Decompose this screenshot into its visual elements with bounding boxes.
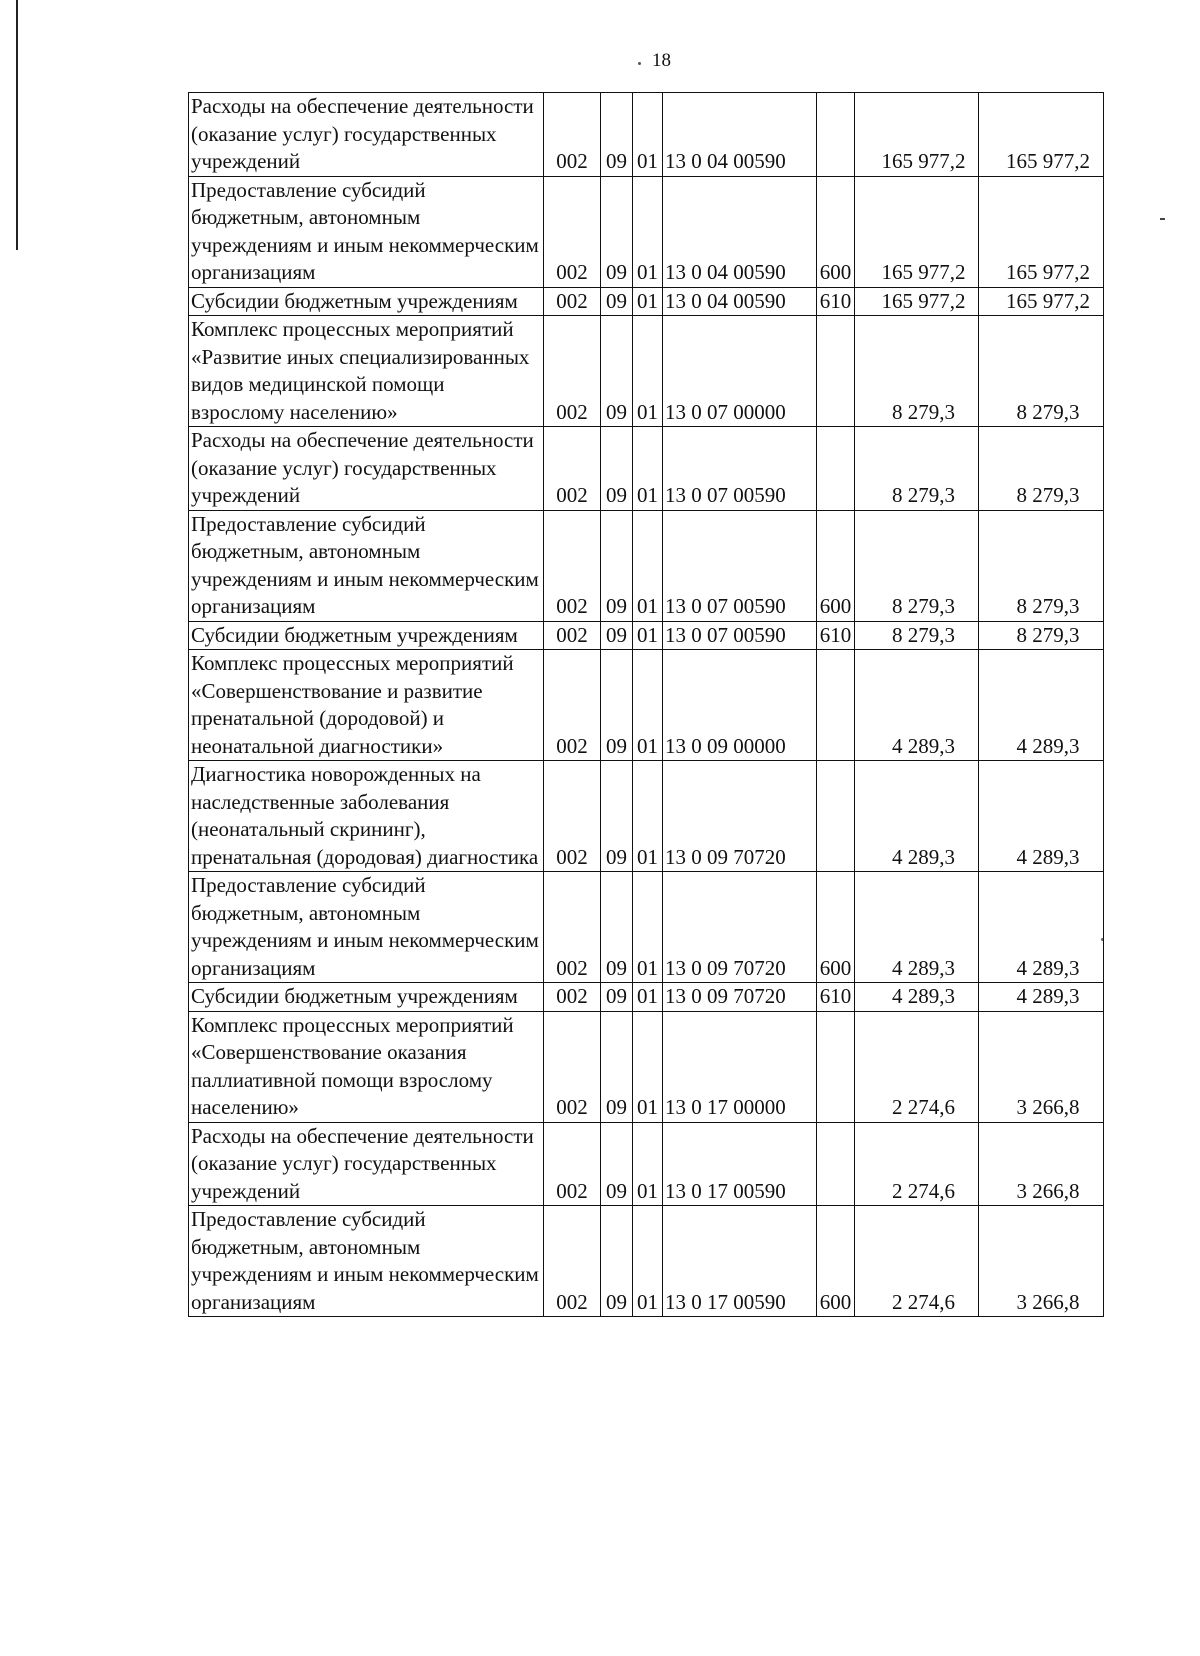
- amount-year-2: 4 289,3: [979, 650, 1104, 761]
- ved-code: 002: [544, 761, 601, 872]
- target-article-code: 13 0 07 00000: [663, 316, 817, 427]
- target-article-code: 13 0 17 00590: [663, 1122, 817, 1206]
- ved-code: 002: [544, 983, 601, 1012]
- expense-type-code: [817, 93, 855, 177]
- table-row: [189, 650, 1104, 761]
- subsection-code: 01: [633, 1206, 663, 1317]
- target-article-code: 13 0 09 70720: [663, 761, 817, 872]
- ved-code: 002: [544, 427, 601, 511]
- subsection-code: 01: [633, 316, 663, 427]
- section-code: 09: [601, 316, 633, 427]
- table-row: [189, 176, 1104, 287]
- amount-year-2: 4 289,3: [979, 761, 1104, 872]
- ved-code: 002: [544, 872, 601, 983]
- target-article-code: 13 0 04 00590: [663, 176, 817, 287]
- expense-type-code: [817, 761, 855, 872]
- amount-year-2: 4 289,3: [979, 983, 1104, 1012]
- section-code: 09: [601, 93, 633, 177]
- table-row: [189, 1011, 1104, 1122]
- amount-year-1: 165 977,2: [855, 287, 979, 316]
- expense-type-code: 600: [817, 176, 855, 287]
- amount-year-2: 165 977,2: [979, 287, 1104, 316]
- table-row: [189, 427, 1104, 511]
- expense-type-code: [817, 316, 855, 427]
- row-name: Расходы на обеспечение деятельности (оказание услуг) государственных учреждений: [189, 427, 544, 511]
- budget-table: [188, 92, 1104, 1317]
- amount-year-1: 165 977,2: [855, 93, 979, 177]
- section-code: 09: [601, 761, 633, 872]
- row-name: Субсидии бюджетным учреждениям: [189, 983, 544, 1012]
- subsection-code: 01: [633, 621, 663, 650]
- amount-year-2: 3 266,8: [979, 1206, 1104, 1317]
- target-article-code: 13 0 09 00000: [663, 650, 817, 761]
- subsection-code: 01: [633, 427, 663, 511]
- row-name: Предоставление субсидий бюджетным, автономным учреждениям и иным некоммерческим организациям: [189, 872, 544, 983]
- row-name: Субсидии бюджетным учреждениям: [189, 621, 544, 650]
- target-article-code: 13 0 09 70720: [663, 872, 817, 983]
- ved-code: 002: [544, 176, 601, 287]
- amount-year-2: 165 977,2: [979, 176, 1104, 287]
- row-name: Расходы на обеспечение деятельности (оказание услуг) государственных учреждений: [189, 93, 544, 177]
- subsection-code: 01: [633, 287, 663, 316]
- expense-type-code: [817, 427, 855, 511]
- section-code: 09: [601, 621, 633, 650]
- amount-year-1: 4 289,3: [855, 650, 979, 761]
- ved-code: 002: [544, 93, 601, 177]
- amount-year-2: 165 977,2: [979, 93, 1104, 177]
- page-number: 18: [652, 50, 671, 71]
- amount-year-2: 3 266,8: [979, 1122, 1104, 1206]
- table-row: [189, 287, 1104, 316]
- section-code: 09: [601, 176, 633, 287]
- subsection-code: 01: [633, 176, 663, 287]
- table-row: [189, 316, 1104, 427]
- amount-year-1: 4 289,3: [855, 983, 979, 1012]
- expense-type-code: 600: [817, 1206, 855, 1317]
- expense-type-code: 610: [817, 983, 855, 1012]
- target-article-code: 13 0 07 00590: [663, 427, 817, 511]
- scan-dot: [638, 62, 641, 65]
- subsection-code: 01: [633, 510, 663, 621]
- expense-type-code: [817, 1122, 855, 1206]
- amount-year-2: 8 279,3: [979, 621, 1104, 650]
- expense-type-code: [817, 650, 855, 761]
- amount-year-2: 3 266,8: [979, 1011, 1104, 1122]
- amount-year-1: 8 279,3: [855, 427, 979, 511]
- row-name: Предоставление субсидий бюджетным, автономным учреждениям и иным некоммерческим организациям: [189, 510, 544, 621]
- subsection-code: 01: [633, 761, 663, 872]
- table-row: [189, 983, 1104, 1012]
- section-code: 09: [601, 287, 633, 316]
- target-article-code: 13 0 09 70720: [663, 983, 817, 1012]
- ved-code: 002: [544, 1011, 601, 1122]
- target-article-code: 13 0 07 00590: [663, 621, 817, 650]
- budget-table-body: [189, 93, 1104, 1317]
- section-code: 09: [601, 427, 633, 511]
- table-row: [189, 621, 1104, 650]
- ved-code: 002: [544, 1206, 601, 1317]
- expense-type-code: 600: [817, 872, 855, 983]
- row-name: Предоставление субсидий бюджетным, автономным учреждениям и иным некоммерческим организациям: [189, 176, 544, 287]
- table-row: [189, 93, 1104, 177]
- amount-year-1: 2 274,6: [855, 1122, 979, 1206]
- ved-code: 002: [544, 316, 601, 427]
- target-article-code: 13 0 17 00590: [663, 1206, 817, 1317]
- amount-year-1: 2 274,6: [855, 1206, 979, 1317]
- target-article-code: 13 0 07 00590: [663, 510, 817, 621]
- expense-type-code: 610: [817, 287, 855, 316]
- subsection-code: 01: [633, 650, 663, 761]
- target-article-code: 13 0 04 00590: [663, 287, 817, 316]
- row-name: Комплекс процессных мероприятий «Совершенствование и развитие пренатальной (дородовой) и неонатальной диагностики»: [189, 650, 544, 761]
- amount-year-1: 4 289,3: [855, 872, 979, 983]
- section-code: 09: [601, 983, 633, 1012]
- amount-year-2: 4 289,3: [979, 872, 1104, 983]
- row-name: Комплекс процессных мероприятий «Совершенствование оказания паллиативной помощи взрослому населению»: [189, 1011, 544, 1122]
- row-name: Предоставление субсидий бюджетным, автономным учреждениям и иным некоммерческим организациям: [189, 1206, 544, 1317]
- amount-year-1: 2 274,6: [855, 1011, 979, 1122]
- amount-year-1: 4 289,3: [855, 761, 979, 872]
- amount-year-2: 8 279,3: [979, 427, 1104, 511]
- amount-year-1: 165 977,2: [855, 176, 979, 287]
- margin-line: [16, 0, 18, 250]
- amount-year-1: 8 279,3: [855, 316, 979, 427]
- section-code: 09: [601, 1011, 633, 1122]
- scan-speck: [1160, 218, 1165, 220]
- target-article-code: 13 0 04 00590: [663, 93, 817, 177]
- section-code: 09: [601, 1206, 633, 1317]
- section-code: 09: [601, 1122, 633, 1206]
- ved-code: 002: [544, 1122, 601, 1206]
- amount-year-2: 8 279,3: [979, 316, 1104, 427]
- ved-code: 002: [544, 650, 601, 761]
- table-row: [189, 761, 1104, 872]
- amount-year-2: 8 279,3: [979, 510, 1104, 621]
- row-name: Субсидии бюджетным учреждениям: [189, 287, 544, 316]
- table-row: [189, 872, 1104, 983]
- table-row: [189, 510, 1104, 621]
- row-name: Расходы на обеспечение деятельности (оказание услуг) государственных учреждений: [189, 1122, 544, 1206]
- amount-year-1: 8 279,3: [855, 510, 979, 621]
- target-article-code: 13 0 17 00000: [663, 1011, 817, 1122]
- subsection-code: 01: [633, 1011, 663, 1122]
- row-name: Комплекс процессных мероприятий «Развитие иных специализированных видов медицинской помощи взрослому населению»: [189, 316, 544, 427]
- ved-code: 002: [544, 621, 601, 650]
- expense-type-code: 610: [817, 621, 855, 650]
- row-name: Диагностика новорожденных на наследственные заболевания (неонатальный скрининг), пренатальная (дородовая) диагностика: [189, 761, 544, 872]
- expense-type-code: 600: [817, 510, 855, 621]
- section-code: 09: [601, 650, 633, 761]
- subsection-code: 01: [633, 872, 663, 983]
- expense-type-code: [817, 1011, 855, 1122]
- section-code: 09: [601, 510, 633, 621]
- amount-year-1: 8 279,3: [855, 621, 979, 650]
- ved-code: 002: [544, 287, 601, 316]
- ved-code: 002: [544, 510, 601, 621]
- table-row: [189, 1122, 1104, 1206]
- section-code: 09: [601, 872, 633, 983]
- subsection-code: 01: [633, 983, 663, 1012]
- subsection-code: 01: [633, 1122, 663, 1206]
- subsection-code: 01: [633, 93, 663, 177]
- table-row: [189, 1206, 1104, 1317]
